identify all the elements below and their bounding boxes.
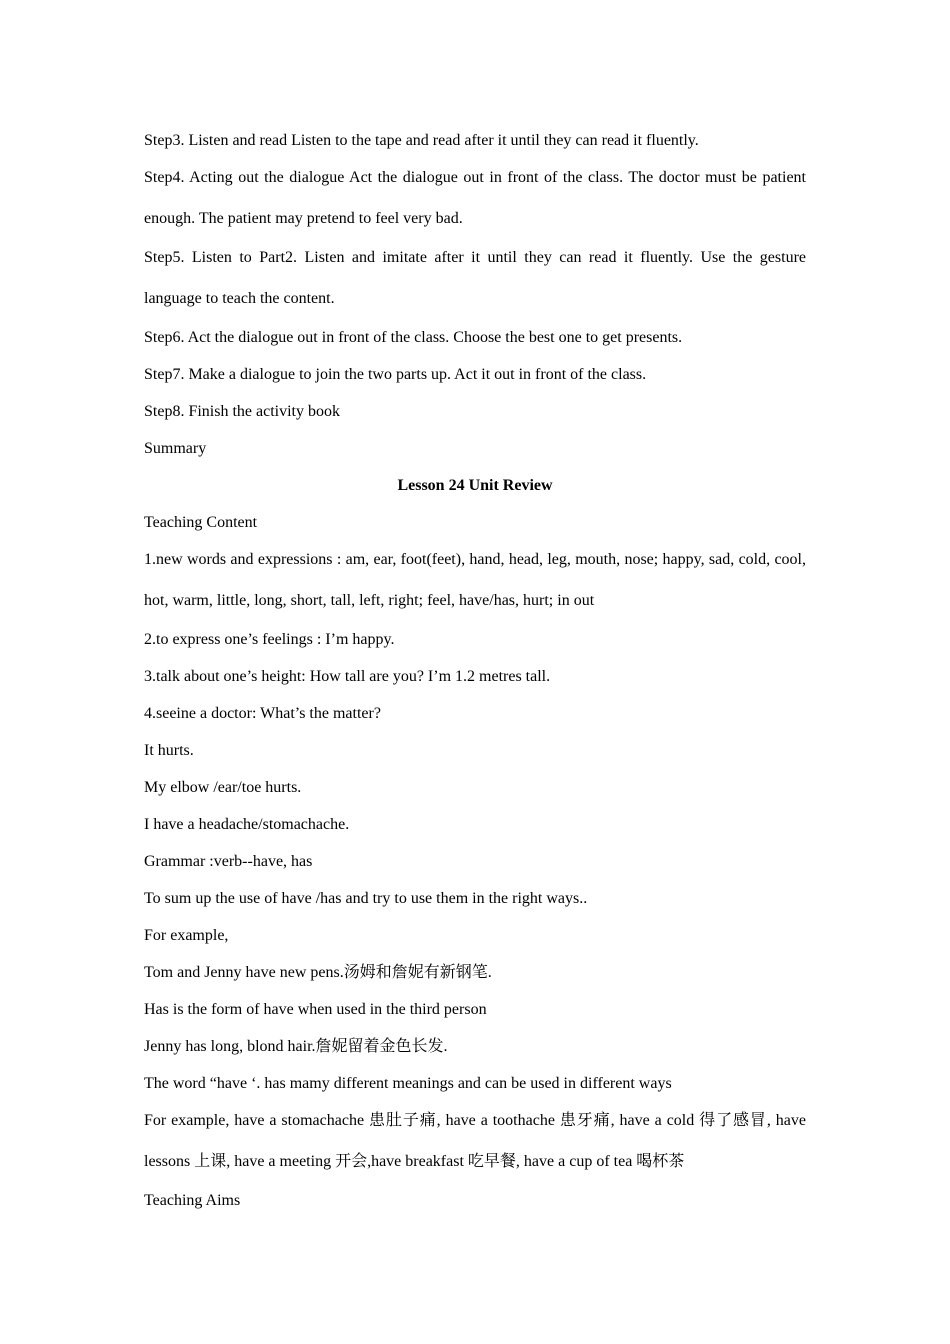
paragraph-it-hurts: It hurts. <box>144 742 194 759</box>
paragraph-grammar: Grammar :verb--have, has <box>144 853 313 870</box>
paragraph-elbow: My elbow /ear/toe hurts. <box>144 779 302 796</box>
heading-teaching-aims: Teaching Aims <box>144 1192 241 1209</box>
list-item-new-words: 1.new words and expressions : am, ear, foot(feet), hand, head, leg, mouth, nose; happy, sad, cold, cool, hot, warm, little, long, short, tall, left, right; feel, have/has, hurt; in out <box>144 551 806 609</box>
paragraph-has-form: Has is the form of have when used in the third person <box>144 1001 487 1018</box>
paragraph-step6: Step6. Act the dialogue out in front of the class. Choose the best one to get presents. <box>144 329 683 346</box>
paragraph-step8: Step8. Finish the activity book <box>144 403 340 420</box>
paragraph-step7: Step7. Make a dialogue to join the two parts up. Act it out in front of the class. <box>144 366 647 383</box>
heading-teaching-content: Teaching Content <box>144 514 258 531</box>
paragraph-sum-up: To sum up the use of have /has and try to use them in the right ways.. <box>144 890 588 907</box>
paragraph-step5: Step5. Listen to Part2. Listen and imitate after it until they can read it fluently. Use the gesture language to teach the content. <box>144 249 806 307</box>
paragraph-for-example: For example, <box>144 927 229 944</box>
paragraph-tom-jenny: Tom and Jenny have new pens.汤姆和詹妮有新钢笔. <box>144 964 492 981</box>
list-item-feelings: 2.to express one’s feelings : I’m happy. <box>144 631 395 648</box>
lesson-title: Lesson 24 Unit Review <box>397 477 553 494</box>
paragraph-headache: I have a headache/stomachache. <box>144 816 350 833</box>
paragraph-summary: Summary <box>144 440 207 457</box>
paragraph-have-examples: For example, have a stomachache 患肚子痛, have a toothache 患牙痛, have a cold 得了感冒, have lessons 上课, have a meeting 开会,have breakfast 吃早餐, have a cup of tea 喝杯茶 <box>144 1112 806 1170</box>
document-body <box>144 122 806 1219</box>
paragraph-word-have: The word “have ‘. has mamy different meanings and can be used in different ways <box>144 1075 672 1092</box>
paragraph-step4: Step4. Acting out the dialogue Act the dialogue out in front of the class. The doctor must be patient enough. The patient may pretend to feel very bad. <box>144 169 806 227</box>
paragraph-jenny-hair: Jenny has long, blond hair.詹妮留着金色长发. <box>144 1038 448 1055</box>
paragraph-step3: Step3. Listen and read Listen to the tape and read after it until they can read it fluently. <box>144 132 699 149</box>
list-item-height: 3.talk about one’s height: How tall are you? I’m 1.2 metres tall. <box>144 668 551 685</box>
list-item-doctor: 4.seeine a doctor: What’s the matter? <box>144 705 381 722</box>
